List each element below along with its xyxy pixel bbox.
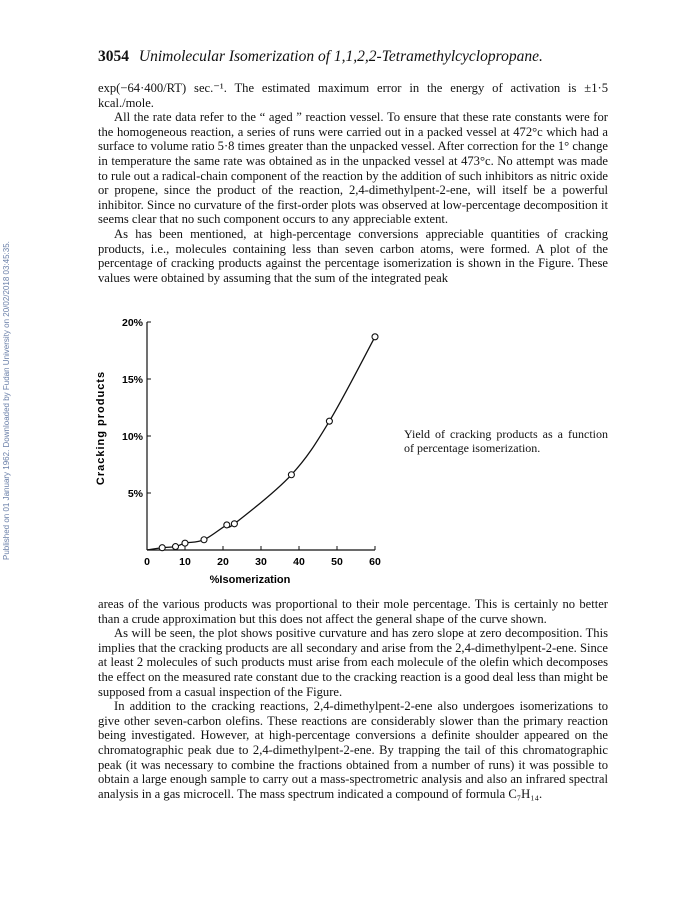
x-tick-label: 0 bbox=[144, 556, 150, 568]
body-text-top bbox=[98, 81, 608, 285]
data-point bbox=[224, 522, 230, 528]
paragraph: As has been mentioned, at high-percentage conversions appreciable quantities of cracking products, i.e., molecules containing less than seven carbon atoms, were formed. A plot of the percentage of cracking products against the percentage isomerization is shown in the Figure. These values were obtained by assuming that the sum of the integrated peak bbox=[98, 226, 608, 285]
body-text-bottom bbox=[98, 597, 608, 801]
chart-axes bbox=[147, 322, 375, 550]
x-tick-label: 30 bbox=[255, 556, 267, 568]
figure-caption: Yield of cracking products as a function of percentage isomerization. bbox=[404, 427, 608, 455]
x-tick-label: 60 bbox=[369, 556, 381, 568]
y-axis-label: Cracking products bbox=[95, 370, 107, 486]
data-point bbox=[326, 418, 332, 424]
y-tick-label: 15% bbox=[121, 374, 143, 386]
x-axis-label: %Isomerization bbox=[209, 574, 291, 586]
data-point bbox=[159, 545, 165, 551]
data-point bbox=[288, 472, 294, 478]
x-tick-label: 40 bbox=[293, 556, 305, 568]
paragraph: All the rate data refer to the “ aged ” reaction vessel. To ensure that these rate constants were for the homogeneous reaction, a series of runs were carried out in a packed vessel at 472°c which had a surface to volume ratio 5·8 times greater than the unpacked vessel. After correction for the 1° change in temperature the same rate was obtained as in the unpacked vessel at 473°c. No attempt was made to rule out a radical-chain component of the reaction by the addition of such inhibitors as nitric oxide or propene, since the product of the reaction, 2,4-dimethylpent-2-ene, will itself be a powerful inhibitor. Since no curvature of the first-order plots was observed at low-percentage decomposition it seems clear that no such component occurs to any appreciable extent. bbox=[98, 110, 608, 227]
x-tick-label: 50 bbox=[331, 556, 343, 568]
running-header bbox=[98, 48, 608, 66]
data-point bbox=[372, 334, 378, 340]
x-tick-label: 10 bbox=[179, 556, 191, 568]
paragraph: As will be seen, the plot shows positive curvature and has zero slope at zero decomposition. This implies that the cracking products are all secondary and arise from the 2,4-dimethylpent-2-ene. Since at least 2 molecules of such products must arise from each molecule of the olefin which decomposes the effect on the measured rate constant due to the cracking reaction is a good deal less than might be supposed from a casual inspection of the Figure. bbox=[98, 626, 608, 699]
download-watermark: Published on 01 January 1962. Downloaded by Fudan University on 20/02/2018 03:45:35. bbox=[2, 241, 11, 560]
y-tick-label: 5% bbox=[127, 488, 143, 500]
y-tick-label: 10% bbox=[121, 431, 143, 443]
article-title: Unimolecular Isomerization of 1,1,2,2-Tetramethylcyclopropane. bbox=[138, 48, 543, 65]
paragraph: exp(−64·400/RT) sec.⁻¹. The estimated maximum error in the energy of activation is ±1·5 kcal./mole. bbox=[98, 81, 608, 110]
x-tick-label: 20 bbox=[217, 556, 229, 568]
data-point bbox=[231, 521, 237, 527]
data-point bbox=[201, 537, 207, 543]
chart-svg bbox=[90, 300, 410, 600]
y-tick-label: 20% bbox=[121, 317, 143, 329]
data-curve bbox=[147, 337, 375, 550]
page-number: 3054 bbox=[98, 48, 129, 65]
figure-chart bbox=[90, 300, 410, 600]
paragraph: In addition to the cracking reactions, 2,4-dimethylpent-2-ene also undergoes isomerizations to give other seven-carbon olefins. These reactions are considerably slower than the primary reaction being investigated. However, at high-percentage conversions a definite shoulder appeared on the chromatographic peak due to 2,4-dimethylpent-2-ene. By trapping the tail of this chromatographic peak (it was necessary to combine the fractions obtained from a number of runs) it was possible to obtain a large enough sample to carry out a mass-spectrometric analysis and also an infrared spectral analysis in a gas microcell. The mass spectrum indicated a compound of formula C₇H₁₄. bbox=[98, 699, 608, 801]
data-points bbox=[159, 334, 378, 551]
chart-ticks bbox=[122, 317, 381, 568]
paragraph: areas of the various products was proportional to their mole percentage. This is certainly no better than a crude approximation but this does not affect the general shape of the curve shown. bbox=[98, 597, 608, 626]
data-point bbox=[182, 540, 188, 546]
data-point bbox=[173, 544, 179, 550]
